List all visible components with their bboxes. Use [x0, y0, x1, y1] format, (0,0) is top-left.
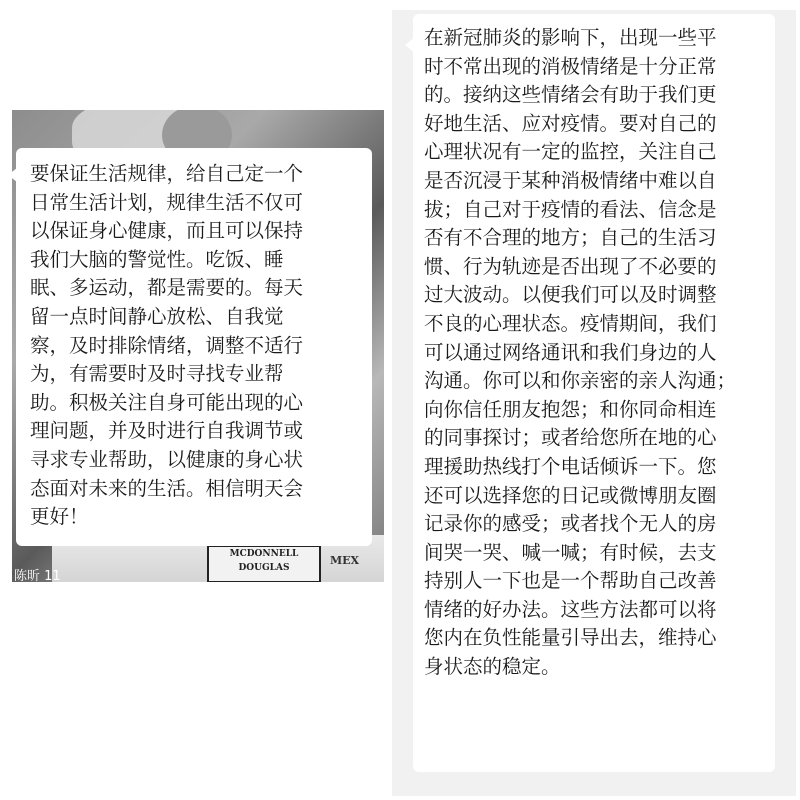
right-message-bubble [413, 14, 775, 772]
message-line: 的同事探讨；或者给您所在地的心 [424, 426, 717, 450]
message-line: 察，及时排除情绪，调整不适行 [30, 333, 304, 357]
aircraft-livery-logo: MCDONNELL DOUGLAS [207, 545, 321, 582]
message-line: 好地生活、应对疫情。要对自己的 [424, 111, 717, 135]
message-line: 拔；自己对于疫情的看法、信念是 [424, 197, 717, 221]
message-line: 向你信任朋友抱怨；和你同命相连 [424, 397, 717, 421]
message-line: 记录你的感受；或者找个无人的房 [424, 512, 717, 536]
message-line: 时不常出现的消极情绪是十分正常 [424, 54, 717, 78]
message-line: 更好！ [30, 505, 89, 529]
message-line: 态面对未来的生活。相信明天会 [30, 476, 304, 500]
message-line: 的。接纳这些情绪会有助于我们更 [424, 83, 717, 107]
message-line: 沟通。你可以和你亲密的亲人沟通； [424, 369, 737, 393]
message-line: 眠、多运动，都是需要的。每天 [30, 276, 304, 300]
message-line: 您内在负性能量引导出去，维持心 [424, 626, 717, 650]
message-line: 为，有需要时及时寻找专业帮 [30, 362, 284, 386]
message-line: 理问题，并及时进行自我调节或 [30, 419, 304, 443]
message-line: 过大波动。以便我们可以及时调整 [424, 283, 717, 307]
message-line: 理援助热线打个电话倾诉一下。您 [424, 454, 717, 478]
left-message-bubble [16, 148, 372, 546]
message-line: 不良的心理状态。疫情期间，我们 [424, 311, 717, 335]
message-line: 可以通过网络通讯和我们身边的人 [424, 340, 717, 364]
message-line: 在新冠肺炎的影响下，出现一些平 [424, 26, 717, 49]
message-line: 日常生活计划，规律生活不仅可 [30, 190, 304, 214]
message-line: 寻求专业帮助，以健康的身心状 [30, 447, 304, 471]
message-line: 要保证生活规律，给自己定一个 [30, 162, 304, 185]
message-line: 惯、行为轨迹是否出现了不必要的 [424, 254, 717, 278]
message-line: 我们大脑的警觉性。吃饭、睡 [30, 247, 284, 271]
message-line: 是否沉浸于某种消极情绪中难以自 [424, 168, 717, 192]
message-line: 心理状况有一定的监控，关注自己 [424, 140, 717, 164]
message-line: 身状态的稳定。 [424, 655, 561, 679]
message-line: 助。积极关注自身可能出现的心 [30, 390, 304, 414]
aircraft-livery-text: MEX [330, 554, 360, 567]
message-line: 留一点时间静心放松、自我觉 [30, 304, 284, 328]
message-line: 持别人一下也是一个帮助自己改善 [424, 569, 717, 593]
message-line: 间哭一哭、喊一喊；有时候，去支 [424, 540, 717, 564]
message-line: 否有不合理的地方；自己的生活习 [424, 226, 717, 250]
message-line: 以保证身心健康，而且可以保持 [30, 219, 304, 243]
message-line: 还可以选择您的日记或微博朋友圈 [424, 483, 717, 507]
background-caption: 陈昕 11 [14, 569, 61, 582]
message-line: 情绪的好办法。这些方法都可以将 [424, 597, 717, 621]
